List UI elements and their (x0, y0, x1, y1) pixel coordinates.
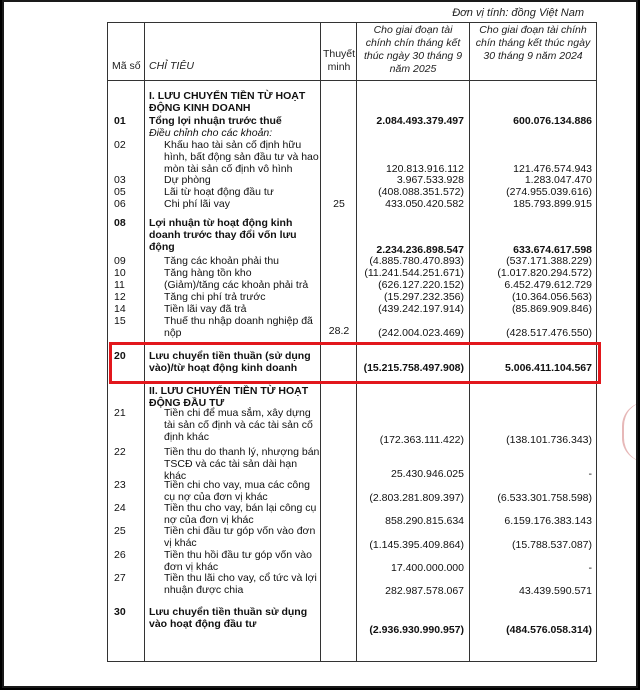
row-code: 25 (114, 525, 126, 537)
row-value-prior: - (588, 468, 592, 480)
row-value-current: (626.127.220.152) (378, 279, 464, 291)
row-value-current: (172.363.111.422) (379, 434, 464, 446)
unit-note: Đơn vị tính: đồng Việt Nam (452, 7, 584, 19)
row-value-prior: 185.793.899.915 (513, 198, 592, 210)
row-label: Tiền lãi vay đã trả (164, 303, 247, 315)
row-label: Tăng hàng tồn kho (164, 267, 252, 279)
row-value-current: 282.987.578.067 (385, 585, 464, 597)
row-value-prior: (6.533.301.758.598) (497, 492, 592, 504)
header-period-current: Cho giai đoạn tài chính chín tháng kết thúc ngày 30 tháng 9 năm 2025 (363, 24, 463, 75)
row-value-prior: 1.283.047.470 (524, 174, 592, 186)
row-label: Thuế thu nhập doanh nghiệp đã nộp (164, 315, 313, 339)
row-value-current: 433.050.420.582 (385, 198, 464, 210)
row-value-current: (242.004.023.469) (378, 327, 464, 339)
row-label: Tiền thu lãi cho vay, cổ tức và lợi nhuận được chia (164, 572, 317, 596)
header-bottom-border (107, 80, 597, 81)
row-value-prior: (537.171.388.229) (506, 255, 592, 267)
row-code: 10 (114, 267, 126, 279)
row-value-prior: 600.076.134.886 (513, 115, 592, 127)
row-code: 02 (114, 139, 126, 151)
row-code: 20 (114, 350, 126, 362)
row-label: (Giảm)/tăng các khoản phải trả (164, 279, 309, 291)
row-code: 09 (114, 255, 126, 267)
header-code: Mã số (112, 60, 141, 72)
row-value-current: 2.234.236.898.547 (376, 244, 464, 256)
row-value-prior: (85.869.909.846) (512, 303, 592, 315)
table-left-border (107, 22, 108, 662)
row-code: 06 (114, 198, 126, 210)
row-code: 21 (114, 407, 126, 419)
row-label: Chi phí lãi vay (164, 198, 230, 210)
highlight-box-row-20 (109, 342, 601, 384)
row-value-current: 858.290.815.634 (385, 515, 464, 527)
row-label: II. LƯU CHUYỂN TIỀN TỪ HOẠT ĐỘNG ĐẦU TƯ (149, 385, 309, 409)
row-value-current: (15.215.758.497.908) (363, 362, 464, 374)
row-value-prior: (1.017.820.294.572) (497, 267, 592, 279)
row-label: I. LƯU CHUYỂN TIỀN TỪ HOẠT ĐỘNG KINH DOANH (149, 90, 306, 114)
row-code: 27 (114, 572, 126, 584)
row-label: Tiền chi cho vay, mua các công cụ nợ của đơn vị khác (164, 479, 310, 503)
row-code: 24 (114, 502, 126, 514)
row-value-current: (1.145.395.409.864) (369, 539, 464, 551)
row-code: 12 (114, 291, 126, 303)
row-value-current: 3.967.533.928 (396, 174, 464, 186)
row-note: 25 (333, 198, 345, 210)
row-code: 23 (114, 479, 126, 491)
row-label: Lưu chuyển tiền thuần (sử dụng vào)/từ hoạt động kinh doanh (149, 350, 311, 374)
row-note: 28.2 (328, 325, 350, 337)
row-value-prior: (10.364.056.563) (512, 291, 592, 303)
row-label: Tiền thu hồi đầu tư góp vốn vào đơn vị khác (164, 549, 312, 573)
row-code: 11 (114, 279, 125, 291)
row-label: Lợi nhuận từ hoạt động kinh doanh trước thay đổi vốn lưu động (149, 217, 297, 253)
row-label: Tiền chi để mua sắm, xây dựng tài sản cố định và các tài sản cố định khác (164, 407, 313, 443)
header-period-prior: Cho giai đoạn tài chính chín tháng kết thúc ngày 30 tháng 9 năm 2024 (475, 24, 591, 62)
header-indicator: CHỈ TIÊU (149, 60, 194, 72)
row-value-prior: 5.006.411.104.567 (504, 362, 592, 374)
row-value-prior: 6.452.479.612.729 (504, 279, 592, 291)
row-label: Lãi từ hoạt động đầu tư (164, 186, 274, 198)
row-label: Dự phòng (164, 174, 211, 186)
row-label: Tiền chi đầu tư góp vốn vào đơn vị khác (164, 525, 316, 549)
row-value-current: 17.400.000.000 (391, 562, 464, 574)
row-value-current: (408.088.351.572) (378, 186, 464, 198)
row-value-prior: (428.517.476.550) (506, 327, 592, 339)
row-value-current: (439.242.197.914) (378, 303, 464, 315)
row-value-prior: (484.576.058.314) (506, 624, 592, 636)
row-value-prior: (138.101.736.343) (506, 434, 592, 446)
row-label: Tổng lợi nhuận trước thuế (149, 115, 282, 127)
row-label: Lưu chuyển tiền thuần sử dụng vào hoạt động đầu tư (149, 606, 308, 630)
row-value-current: (2.936.930.990.957) (369, 624, 464, 636)
row-value-current: (2.803.281.809.397) (369, 492, 464, 504)
row-code: 08 (114, 217, 126, 229)
row-value-prior: (274.955.039.616) (506, 186, 592, 198)
row-value-prior: 43.439.590.571 (519, 585, 592, 597)
row-code: 03 (114, 174, 126, 186)
row-label: Tiền thu do thanh lý, nhượng bán TSCĐ và các tài sản dài hạn khác (164, 446, 320, 482)
row-code: 22 (114, 446, 126, 458)
row-label: Khấu hao tài sản cố định hữu hình, bất động sản đầu tư và hao mòn tài sản cố định vô hình (164, 139, 319, 175)
document-page (2, 0, 638, 688)
row-code: 15 (114, 315, 126, 327)
row-label: Điều chỉnh cho các khoản: (149, 127, 273, 139)
row-value-current: 25.430.946.025 (391, 468, 464, 480)
row-value-prior: - (588, 562, 592, 574)
row-value-prior: 121.476.574.943 (513, 163, 592, 175)
row-code: 26 (114, 549, 126, 561)
row-code: 05 (114, 186, 126, 198)
row-code: 01 (114, 115, 126, 127)
row-value-prior: 633.674.617.598 (513, 244, 592, 256)
table-bottom-border (107, 661, 597, 662)
row-label: Tăng các khoản phải thu (164, 255, 279, 267)
header-note: Thuyết minh (322, 48, 356, 73)
row-code: 30 (114, 606, 126, 618)
red-stamp-edge (622, 402, 638, 462)
row-value-current: 2.084.493.379.497 (376, 115, 464, 127)
row-label: Tăng chi phí trả trước (164, 291, 266, 303)
row-value-prior: (15.788.537.087) (512, 539, 592, 551)
row-value-current: (4.885.780.470.893) (369, 255, 464, 267)
row-value-prior: 6.159.176.383.143 (504, 515, 592, 527)
row-code: 14 (114, 303, 126, 315)
row-value-current: (15.297.232.356) (384, 291, 464, 303)
row-value-current: (11.241.544.251.671) (364, 267, 464, 279)
table-top-border (107, 22, 597, 23)
row-label: Tiền thu cho vay, bán lại công cụ nợ của đơn vị khác (164, 502, 317, 526)
row-value-current: 120.813.916.112 (385, 163, 464, 175)
